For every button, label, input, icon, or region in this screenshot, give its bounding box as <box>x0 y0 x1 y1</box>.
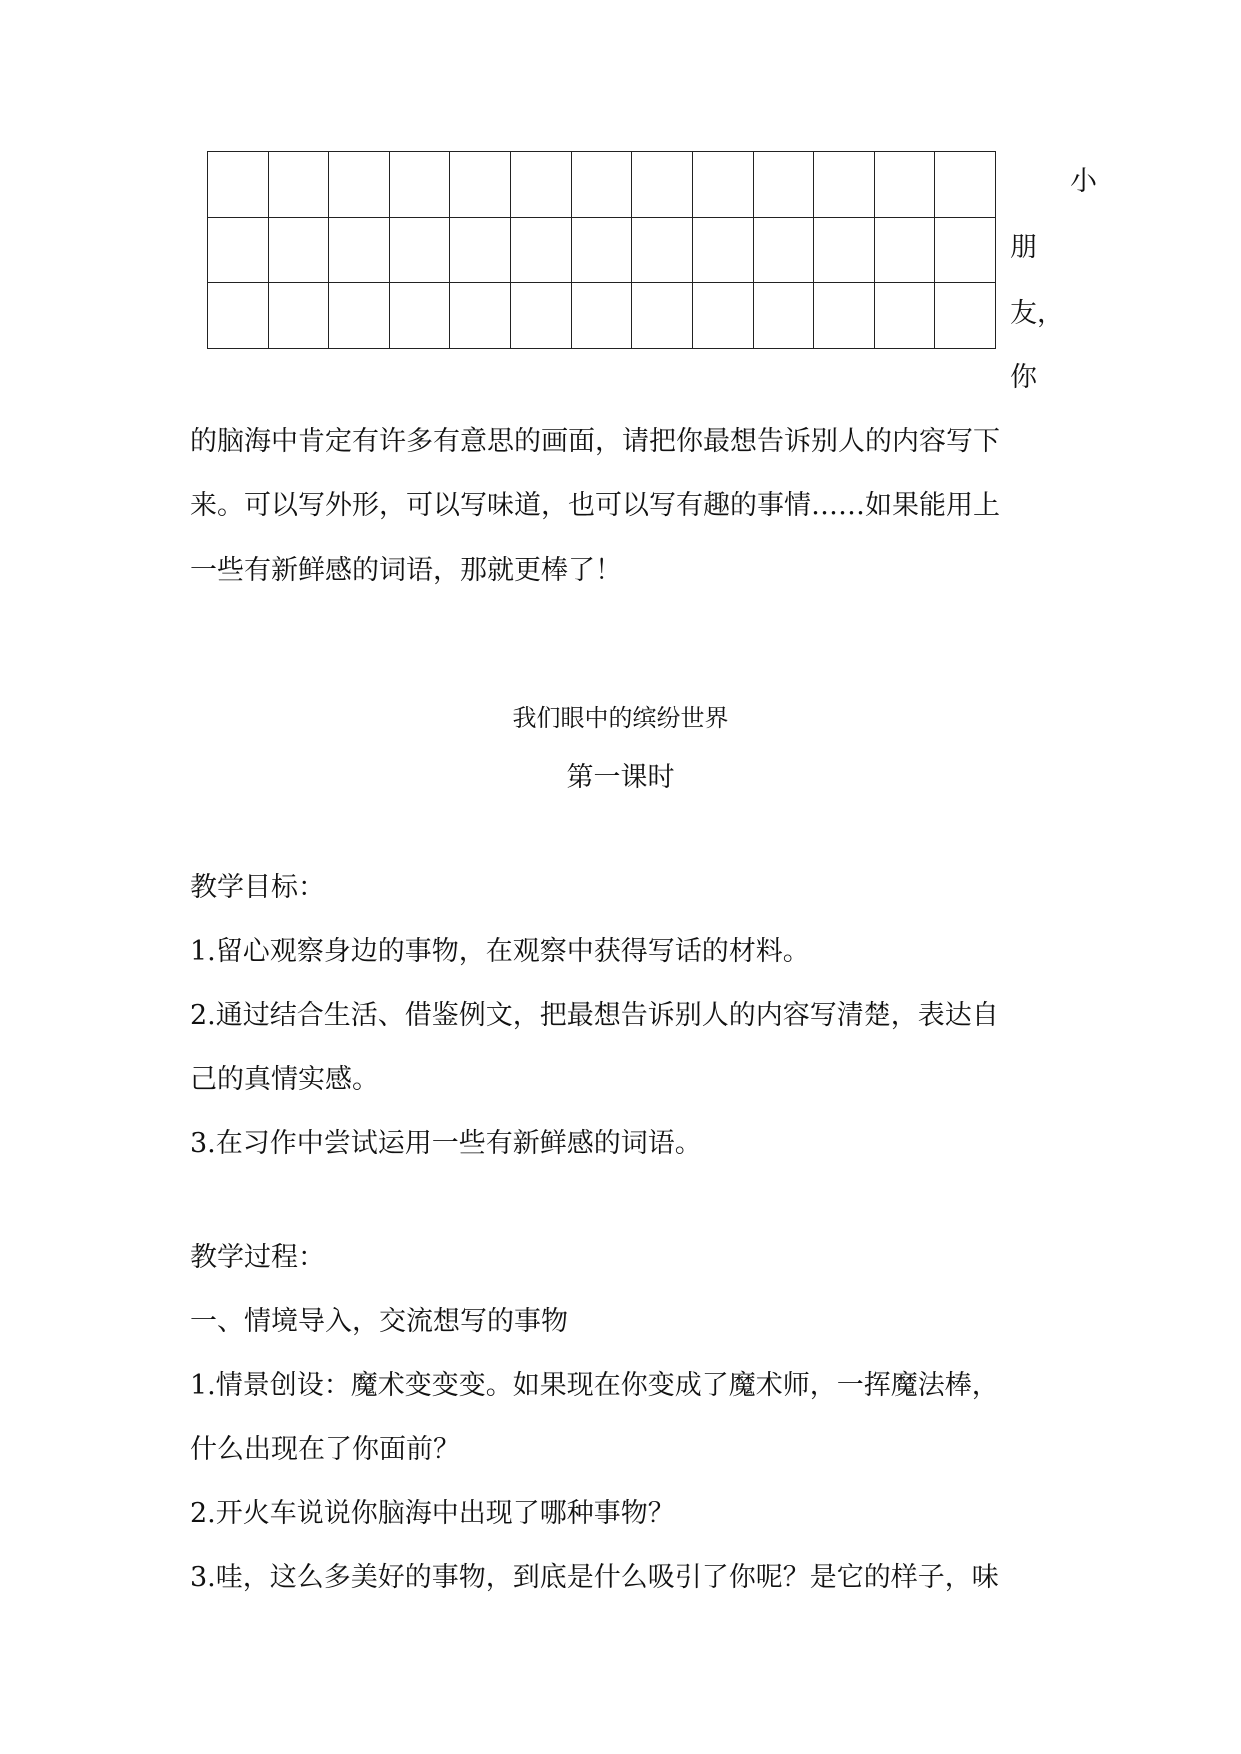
grid-cell <box>572 152 633 218</box>
grid-cell <box>390 218 451 284</box>
grid-cell <box>390 152 451 218</box>
grid-cell <box>693 152 754 218</box>
grid-cell <box>875 218 936 284</box>
grid-cell <box>269 152 330 218</box>
side-char-2: 朋 <box>1010 232 1037 263</box>
grid-cell <box>935 152 996 218</box>
grid-cell <box>572 283 633 349</box>
side-char-1: 小 <box>1070 166 1097 197</box>
process-line-4: 2.开火车说说你脑海中出现了哪种事物？ <box>190 1498 675 1529</box>
intro-line-2: 来。可以写外形，可以写味道，也可以写有趣的事情……如果能用上 <box>190 490 1000 521</box>
grid-cell <box>208 218 269 284</box>
grid-cell <box>814 218 875 284</box>
process-line-3: 什么出现在了你面前？ <box>190 1434 460 1465</box>
goal-line-3: 己的真情实感。 <box>190 1064 379 1095</box>
grid-cell <box>329 218 390 284</box>
grid-cell <box>754 283 815 349</box>
goal-line-1: 1.留心观察身边的事物，在观察中获得写话的材料。 <box>190 936 810 967</box>
process-heading: 教学过程： <box>190 1242 325 1273</box>
process-line-1: 一、情境导入，交流想写的事物 <box>190 1306 568 1337</box>
grid-cell <box>632 283 693 349</box>
goal-line-4: 3.在习作中尝试运用一些有新鲜感的词语。 <box>190 1128 702 1159</box>
grid-cell <box>269 283 330 349</box>
grid-cell <box>935 218 996 284</box>
lesson-title: 我们眼中的缤纷世界 <box>512 704 729 732</box>
grid-cell <box>875 152 936 218</box>
grid-cell <box>935 283 996 349</box>
grid-cell <box>450 218 511 284</box>
grid-cell <box>511 152 572 218</box>
grid-cell <box>693 283 754 349</box>
grid-cell <box>754 218 815 284</box>
grid-cell <box>390 283 451 349</box>
grid-cell <box>208 152 269 218</box>
lesson-subtitle: 第一课时 <box>566 762 675 793</box>
grid-cell <box>632 152 693 218</box>
process-line-5: 3.哇，这么多美好的事物，到底是什么吸引了你呢？是它的样子，味 <box>190 1562 999 1593</box>
goal-line-2: 2.通过结合生活、借鉴例文，把最想告诉别人的内容写清楚，表达自 <box>190 1000 999 1031</box>
writing-grid <box>207 151 996 349</box>
process-line-2: 1.情景创设：魔术变变变。如果现在你变成了魔术师，一挥魔法棒， <box>190 1370 999 1401</box>
grid-cell <box>450 283 511 349</box>
intro-line-3: 一些有新鲜感的词语，那就更棒了！ <box>190 555 622 586</box>
grid-cell <box>572 218 633 284</box>
grid-cell <box>632 218 693 284</box>
grid-cell <box>208 283 269 349</box>
grid-cell <box>875 283 936 349</box>
grid-cell <box>814 283 875 349</box>
grid-cell <box>511 283 572 349</box>
grid-cell <box>814 152 875 218</box>
side-char-3: 友， <box>1010 298 1064 329</box>
grid-cell <box>269 218 330 284</box>
grid-cell <box>693 218 754 284</box>
grid-cell <box>754 152 815 218</box>
grid-cell <box>511 218 572 284</box>
grid-cell <box>329 152 390 218</box>
goals-heading: 教学目标： <box>190 872 325 903</box>
intro-line-1: 的脑海中肯定有许多有意思的画面，请把你最想告诉别人的内容写下 <box>190 426 1000 457</box>
grid-cell <box>329 283 390 349</box>
side-char-4: 你 <box>1010 362 1037 393</box>
grid-cell <box>450 152 511 218</box>
